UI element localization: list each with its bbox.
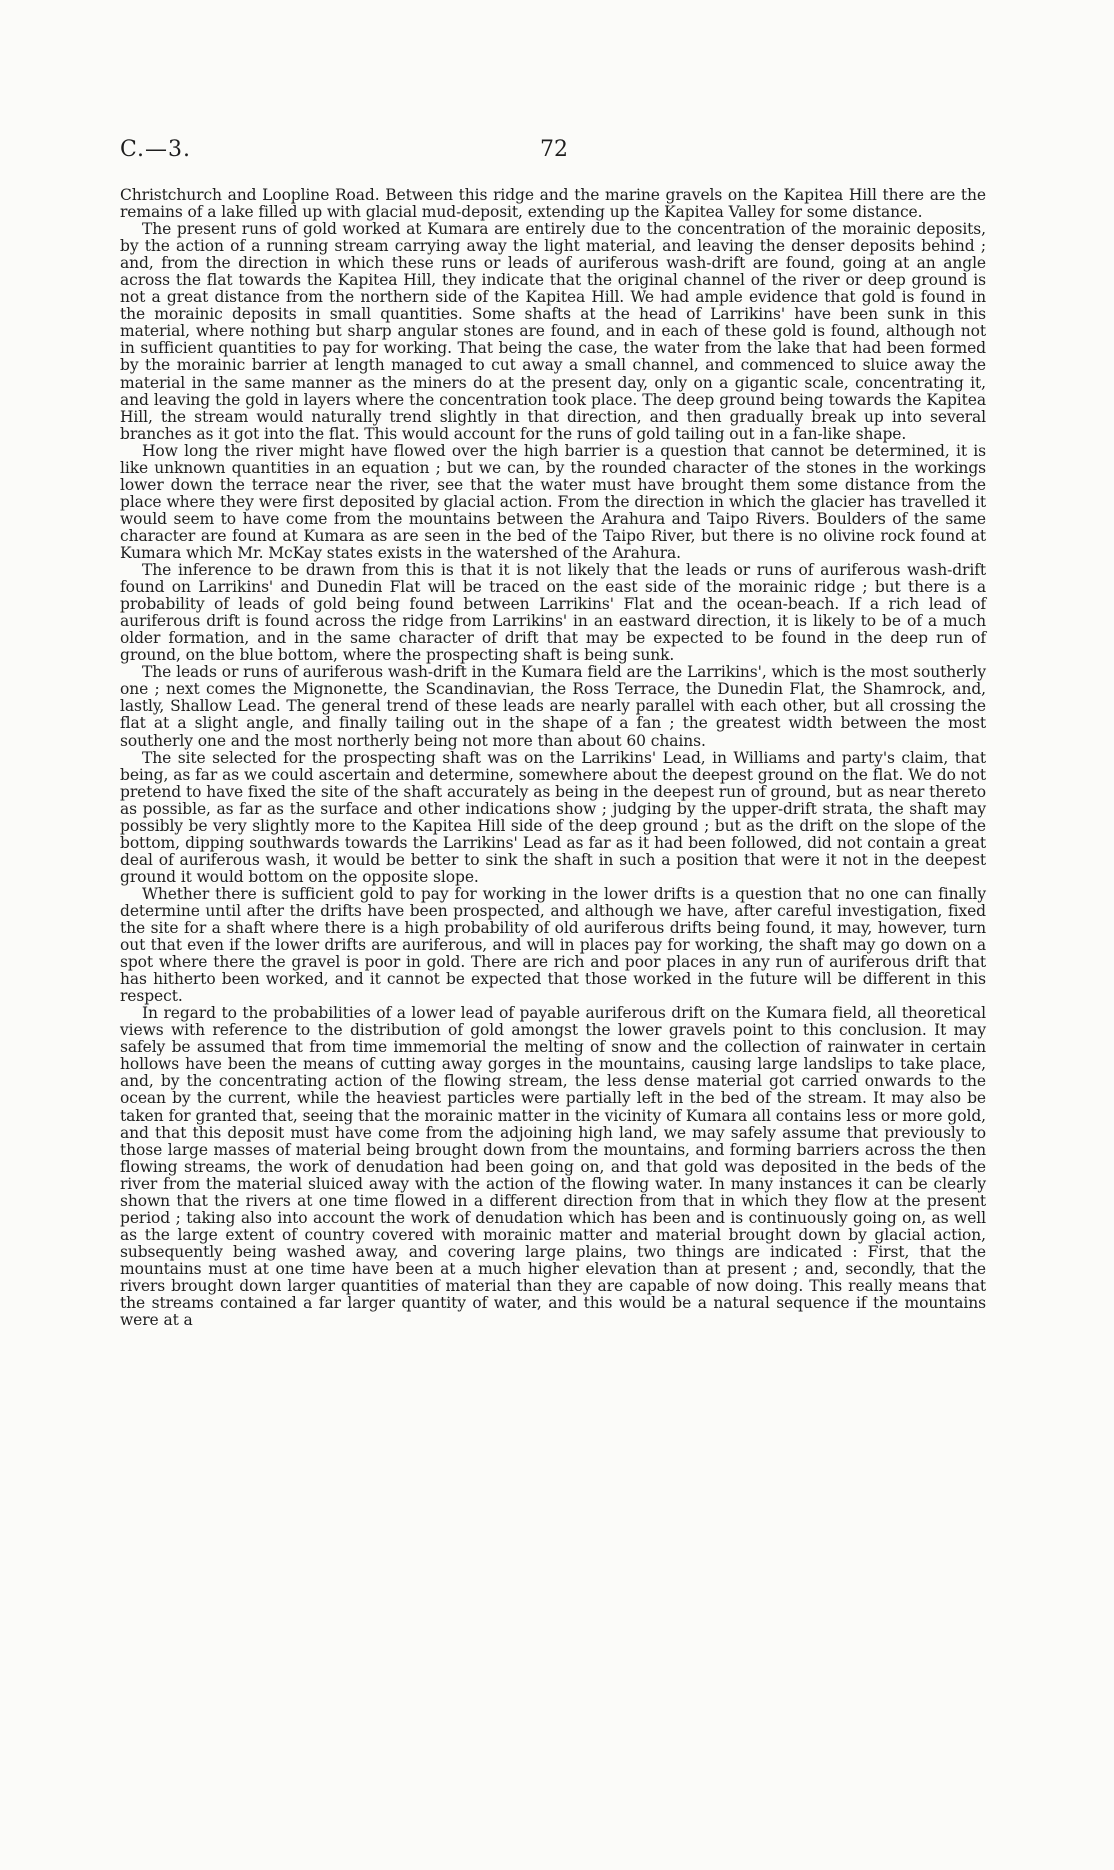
paragraph: Christchurch and Loopline Road. Between this ridge and the marine gravels on the Kapitea Hill there are the remains of a lake filled up with glacial mud-deposit, extending up the Kapitea Valley for some distance. (120, 186, 986, 222)
paragraph: The site selected for the prospecting shaft was on the Larrikins' Lead, in Williams and party's claim, that being, as far as we could ascertain and determine, somewhere about the deepest ground on the flat. We do not pretend to have fixed the site of the shaft accurately as being in the deepest run of ground, but as near thereto as possible, as far as the surface and other indications show ; judging by the upper-drift strata, the shaft may possibly be very slightly more to the Kapitea Hill side of the deep ground ; but as the drift on the slope of the bottom, dipping southwards towards the Larrikins' Lead as far as it had been followed, did not contain a great deal of auriferous wash, it would be better to sink the shaft in such a position that were it not in the deepest ground it would bottom on the opposite slope. (120, 748, 986, 886)
page-number: 72 (540, 137, 568, 162)
body-text (120, 187, 986, 1329)
paragraph: In regard to the probabilities of a lower lead of payable auriferous drift on the Kumara field, all theoretical views with reference to the distribution of gold amongst the lower gravels point to this conclusion. It may safely be assumed that from time immemorial the melting of snow and the collection of rainwater in certain hollows have been the means of cutting away gorges in the mountains, causing large landslips to take place, and, by the concentrating action of the flowing stream, the less dense material got carried onwards to the ocean by the current, while the heaviest particles were partially left in the bed of the stream. It may also be taken for granted that, seeing that the morainic matter in the vicinity of Kumara all contains less or more gold, and that this deposit must have come from the adjoining high land, we may safely assume that previously to those large masses of material being brought down from the mountains, and forming barriers across the then flowing streams, the work of denudation had been going on, and that gold was deposited in the beds of the river from the material sluiced away with the action of the flowing water. In many instances it can be clearly shown that the rivers at one time flowed in a different direction from that in which they flow at the present period ; taking also into account the work of denudation which has been and is continuously going on, as well as the large extent of country covered with morainic matter and material brought down by glacial action, subsequently being washed away, and covering large plains, two things are indicated : First, that the mountains must at one time have been at a much higher elevation than at present ; and, secondly, that the rivers brought down larger quantities of material than they are capable of now doing. This really means that the streams contained a far larger quantity of water, and this would be a natural sequence if the mountains were at a (120, 1004, 986, 1330)
page-header (120, 137, 990, 167)
paragraph: The inference to be drawn from this is that it is not likely that the leads or runs of auriferous wash-drift found on Larrikins' and Dunedin Flat will be traced on the east side of the morainic ridge ; but there is a probability of leads of gold being found between Larrikins' Flat and the ocean-beach. If a rich lead of auriferous drift is found across the ridge from Larrikins' in an eastward direction, it is likely to be of a much older formation, and in the same character of drift that may be expected to be found in the deep run of ground, on the blue bottom, where the prospecting shaft is being sunk. (120, 561, 986, 665)
document-reference: C.—3. (120, 137, 192, 162)
paragraph: The present runs of gold worked at Kumara are entirely due to the concentration of the morainic deposits, by the action of a running stream carrying away the light material, and leaving the denser deposits behind ; and, from the direction in which these runs or leads of auriferous wash-drift are found, going at an angle across the flat towards the Kapitea Hill, they indicate that the original channel of the river or deep ground is not a great distance from the northern side of the Kapitea Hill. We had ample evidence that gold is found in the morainic deposits in small quantities. Some shafts at the head of Larrikins' have been sunk in this material, where nothing but sharp angular stones are found, and in each of these gold is found, although not in sufficient quantities to pay for working. That being the case, the water from the lake that had been formed by the morainic barrier at length managed to cut away a small channel, and commenced to sluice away the material in the same manner as the miners do at the present day, only on a gigantic scale, concentrating it, and leaving the gold in layers where the concentration took place. The deep ground being towards the Kapitea Hill, the stream would naturally trend slightly in that direction, and then gradually break up into several branches as it got into the flat. This would account for the runs of gold tailing out in a fan-like shape. (120, 220, 986, 443)
paragraph: Whether there is sufficient gold to pay for working in the lower drifts is a question that no one can finally determine until after the drifts have been prospected, and although we have, after careful investigation, fixed the site for a shaft where there is a high probability of old auriferous drifts being found, it may, however, turn out that even if the lower drifts are auriferous, and will in places pay for working, the shaft may go down on a spot where there the gravel is poor in gold. There are rich and poor places in any run of auriferous drift that has hitherto been worked, and it cannot be expected that those worked in the future will be different in this respect. (120, 884, 986, 1006)
paragraph: How long the river might have flowed over the high barrier is a question that cannot be determined, it is like unknown quantities in an equation ; but we can, by the rounded character of the stones in the workings lower down the terrace near the river, see that the water must have brought them some distance from the place where they were first deposited by glacial action. From the direction in which the glacier has travelled it would seem to have come from the mountains between the Arahura and Taipo Rivers. Boulders of the same character are found at Kumara as are seen in the bed of the Taipo River, but there is no olivine rock found at Kumara which Mr. McKay states exists in the watershed of the Arahura. (120, 441, 986, 562)
paragraph: The leads or runs of auriferous wash-drift in the Kumara field are the Larrikins', which is the most southerly one ; next comes the Mignonette, the Scandinavian, the Ross Terrace, the Dunedin Flat, the Shamrock, and, lastly, Shallow Lead. The general trend of these leads are nearly parallel with each other, but all crossing the flat at a slight angle, and finally tailing out in the shape of a fan ; the greatest width between the most southerly one and the most northerly being not more than about 60 chains. (120, 663, 986, 750)
